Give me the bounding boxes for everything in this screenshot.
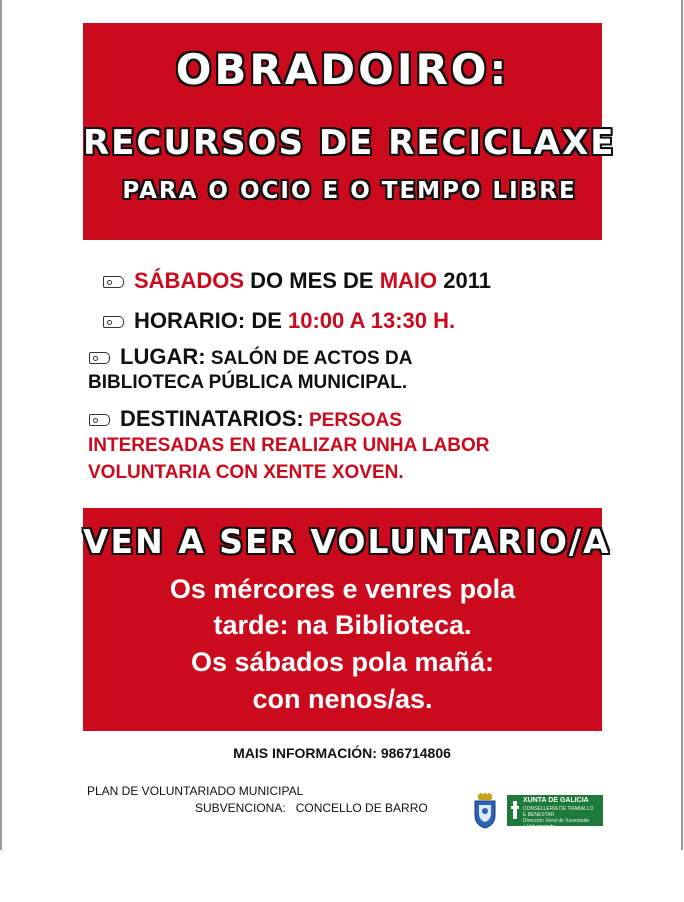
xunta-department [523, 806, 594, 830]
xunta-dept-line-2: E BENESTAR [523, 812, 555, 818]
xunta-emblem-icon [510, 799, 520, 821]
place-value-line2: BIBLIOTECA PÚBLICA MUNICIPAL. [88, 372, 408, 393]
audience-row [89, 406, 402, 432]
contact-info: MAIS INFORMACIÓN: 986714806 [233, 745, 451, 761]
schedule-row [103, 308, 455, 334]
tag-icon [89, 352, 110, 364]
volunteer-banner [83, 508, 611, 731]
place-value: SALÓN DE ACTOS DA [205, 348, 413, 369]
poster-tagline: PARA O OCIO E O TEMPO LIBRE [122, 178, 577, 204]
xunta-name: XUNTA DE GALICIA [523, 797, 589, 804]
xunta-dept-line-1: CONSELLERÍA DE TRABALLO [523, 806, 594, 812]
xunta-dept-line-4: e Voluntariado [523, 824, 555, 830]
dates-text: DO MES DE [244, 268, 380, 293]
volunteer-line-3: Os sábados pola mañá: [190, 647, 495, 677]
dates-days: SÁBADOS [134, 268, 245, 293]
xunta-dept-line-3: Dirección Xeral de Xuventude [523, 818, 590, 824]
program-name: PLAN DE VOLUNTARIADO MUNICIPAL [87, 784, 304, 798]
dates-row [103, 268, 491, 294]
tag-icon [103, 316, 124, 328]
volunteer-line-4: con nenos/as. [252, 684, 433, 714]
coat-of-arms-icon [470, 793, 500, 829]
xunta-de-galicia-logo [507, 795, 603, 830]
audience-value-line3: VOLUNTARIA CON XENTE XOVEN. [88, 462, 404, 483]
volunteer-line-2: tarde: na Biblioteca. [213, 610, 472, 640]
volunteer-line-1: Os mércores e venres pola [169, 574, 516, 604]
dates-month: MAIO [379, 268, 438, 293]
audience-label: DESTINATARIOS: [120, 406, 304, 431]
page-border-left [0, 0, 2, 850]
place-row [89, 344, 412, 370]
audience-value: PERSOAS [303, 410, 402, 431]
audience-value-line2: INTERESADAS EN REALIZAR UNHA LABOR [88, 435, 490, 456]
tag-icon [89, 414, 110, 426]
poster-title: OBRADOIRO: [175, 45, 510, 94]
dates-year: 2011 [437, 268, 491, 293]
sponsor-text: SUBVENCIONA: CONCELLO DE BARRO [195, 801, 428, 815]
tag-icon [103, 276, 124, 288]
schedule-label: HORARIO: DE [134, 308, 288, 333]
poster-subtitle: RECURSOS DE RECICLAXE [83, 123, 616, 163]
volunteer-title: VEN A SER VOLUNTARIO/A [83, 522, 611, 561]
schedule-value: 10:00 A 13:30 H. [288, 308, 456, 333]
page-border-right [681, 0, 683, 850]
header-banner [83, 23, 616, 240]
place-label: LUGAR: [120, 344, 206, 369]
